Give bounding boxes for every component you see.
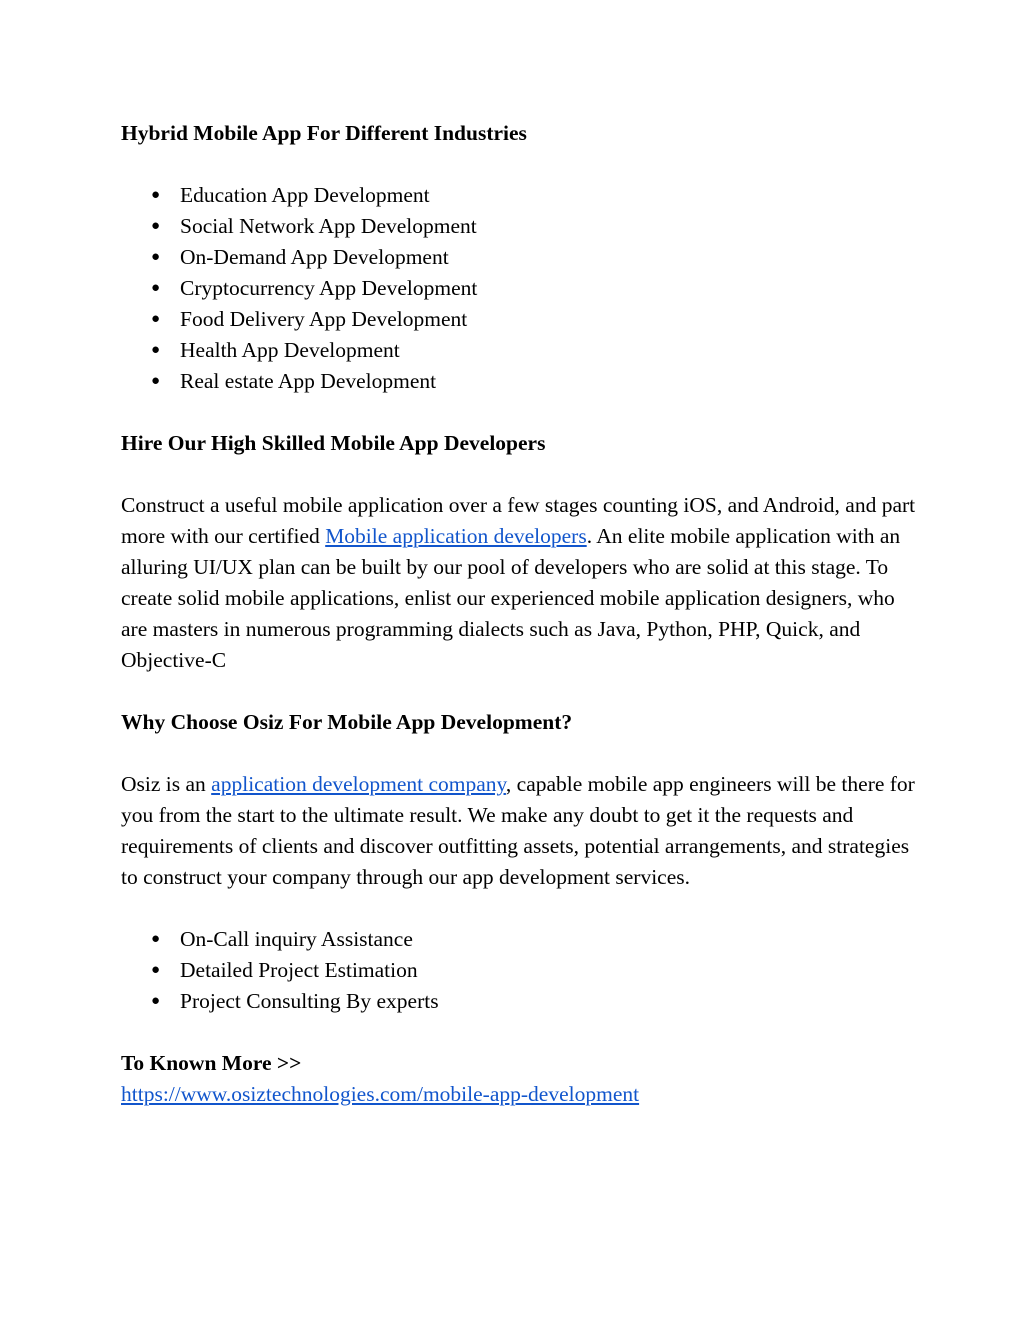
list-item: ● Food Delivery App Development [121,304,921,335]
app-development-company-link[interactable]: application development company [211,772,506,796]
bullet-icon: ● [151,218,161,234]
list-item: ● On-Demand App Development [121,242,921,273]
bullet-icon: ● [151,993,161,1009]
section-heading-why-choose: Why Choose Osiz For Mobile App Development? [121,710,573,734]
website-url-link[interactable]: https://www.osiztechnologies.com/mobile-app-development [121,1082,640,1106]
bullet-icon: ● [151,962,161,978]
bullet-icon: ● [151,931,161,947]
list-item: ● Real estate App Development [121,366,921,397]
services-list [121,924,921,1017]
list-item: ● Health App Development [121,335,921,366]
spacer [121,1017,921,1048]
list-item: ● Cryptocurrency App Development [121,273,921,304]
list-item: ● Education App Development [121,180,921,211]
bullet-icon: ● [151,280,161,296]
bullet-icon: ● [151,187,161,203]
bullet-icon: ● [151,249,161,265]
spacer [121,893,921,924]
spacer [121,459,921,490]
section-heading-hire: Hire Our High Skilled Mobile App Developers [121,431,546,455]
spacer [121,676,921,707]
mobile-developers-link[interactable]: Mobile application developers [325,524,587,548]
spacer [121,397,921,428]
industries-list [121,180,921,397]
footer-link-line [121,1079,921,1110]
bullet-icon: ● [151,311,161,327]
list-item: ● Detailed Project Estimation [121,955,921,986]
spacer [121,738,921,769]
list-item: ● Social Network App Development [121,211,921,242]
hire-paragraph: Construct a useful mobile application over a few stages counting iOS, and Android, and part more with our certified Mobile application developers. An elite mobile application with an alluring UI/UX plan can be built by our pool of developers who are solid at this stage. To create solid mobile applications, enlist our experienced mobile application designers, who are masters in numerous programming dialects such as Java, Python, PHP, Quick, and Objective-C [121,493,916,672]
document-page [121,118,921,1110]
section-heading-industries: Hybrid Mobile App For Different Industries [121,121,527,145]
list-item: ● Project Consulting By experts [121,986,921,1017]
spacer [121,149,921,180]
why-choose-paragraph: Osiz is an application development company, capable mobile app engineers will be there for you from the start to the ultimate result. We make any doubt to get it the requests and requirements of clients and discover outfitting assets, potential arrangements, and strategies to construct your company through our app development services. [121,772,915,889]
footer-heading: To Known More >> [121,1051,302,1075]
list-item: ● On-Call inquiry Assistance [121,924,921,955]
bullet-icon: ● [151,373,161,389]
bullet-icon: ● [151,342,161,358]
